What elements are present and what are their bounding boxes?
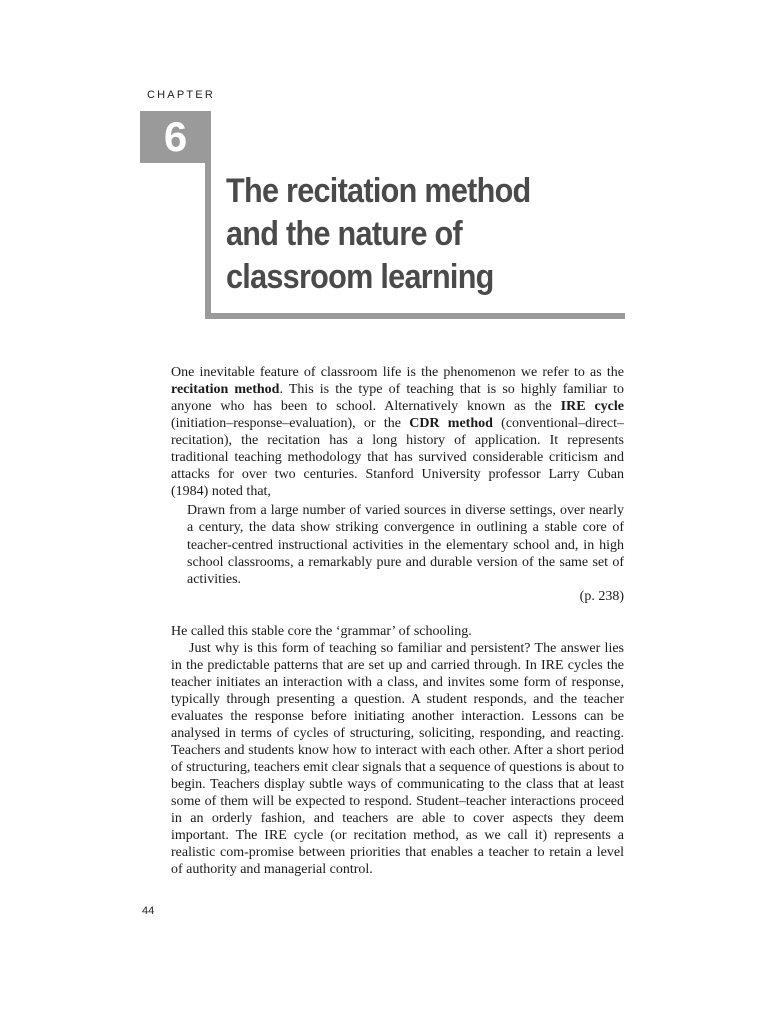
quote-text: Drawn from a large number of varied sources in diverse settings, over nearly a century, the data show striking convergence in outlining a stable core of teacher-centred instructional activities in the elementary school and, in high school classrooms, a remarkably pure and durable version of the same set of activities. (187, 503, 624, 588)
horizontal-rule (205, 313, 625, 319)
term-cdr-method: CDR method (409, 416, 493, 431)
title-line-1: The recitation method (226, 172, 531, 210)
term-recitation-method: recitation method (171, 382, 280, 397)
ire-paragraph: Just why is this form of teaching so familiar and persistent? The answer lies in the predictable patterns that are set up and carried through. In IRE cycles the teacher initiates an interaction with a class, and invites some form of response, typically through presenting a question. A student responds, and the teacher evaluates the response before initiating another interaction. Lessons can be analysed in terms of cycles of structuring, soliciting, responding, and reacting. Teachers and students know how to interact with each other. After a short period of structuring, teachers emit clear signals that a sequence of questions is about to begin. Teachers display subtle ways of communicating to the class that at least some of them will be expected to respond. Student–teacher interactions proceed in an orderly fashion, and teachers are able to cover aspects they deem important. The IRE cycle (or recitation method, as we call it) represents a realistic com-promise between priorities that enables a teacher to retain a level of authority and managerial control. (171, 641, 624, 877)
intro-paragraph (171, 364, 624, 500)
intro-text-3: (initiation–response–evaluation), or the (171, 416, 410, 431)
chapter-label: CHAPTER (147, 89, 215, 101)
chapter-number-box: 6 (140, 111, 211, 163)
vertical-rule (205, 163, 211, 319)
block-quote (187, 502, 624, 606)
title-line-2: and the nature of (226, 215, 462, 253)
grammar-paragraph: He called this stable core the ‘grammar’ of schooling. (171, 624, 472, 639)
intro-text-2: . This is the type of teaching that is so highly familiar to anyone who has been to school. Alternatively known as the (171, 382, 625, 414)
intro-text-1: One inevitable feature of classroom life is the phenomenon we refer to as the (171, 365, 624, 380)
quote-citation: (p. 238) (579, 589, 624, 605)
main-body (171, 623, 624, 878)
intro-text-4: (conventional–direct–recitation), the recitation has a long history of application. It represents traditional teaching methodology that has survived considerable criticism and attacks for over two centuries. Stanford University professor Larry Cuban (1984) noted that, (171, 416, 624, 499)
page-number: 44 (142, 905, 155, 917)
chapter-title (226, 170, 586, 299)
title-line-3: classroom learning (226, 258, 494, 296)
term-ire-cycle: IRE cycle (560, 399, 624, 414)
